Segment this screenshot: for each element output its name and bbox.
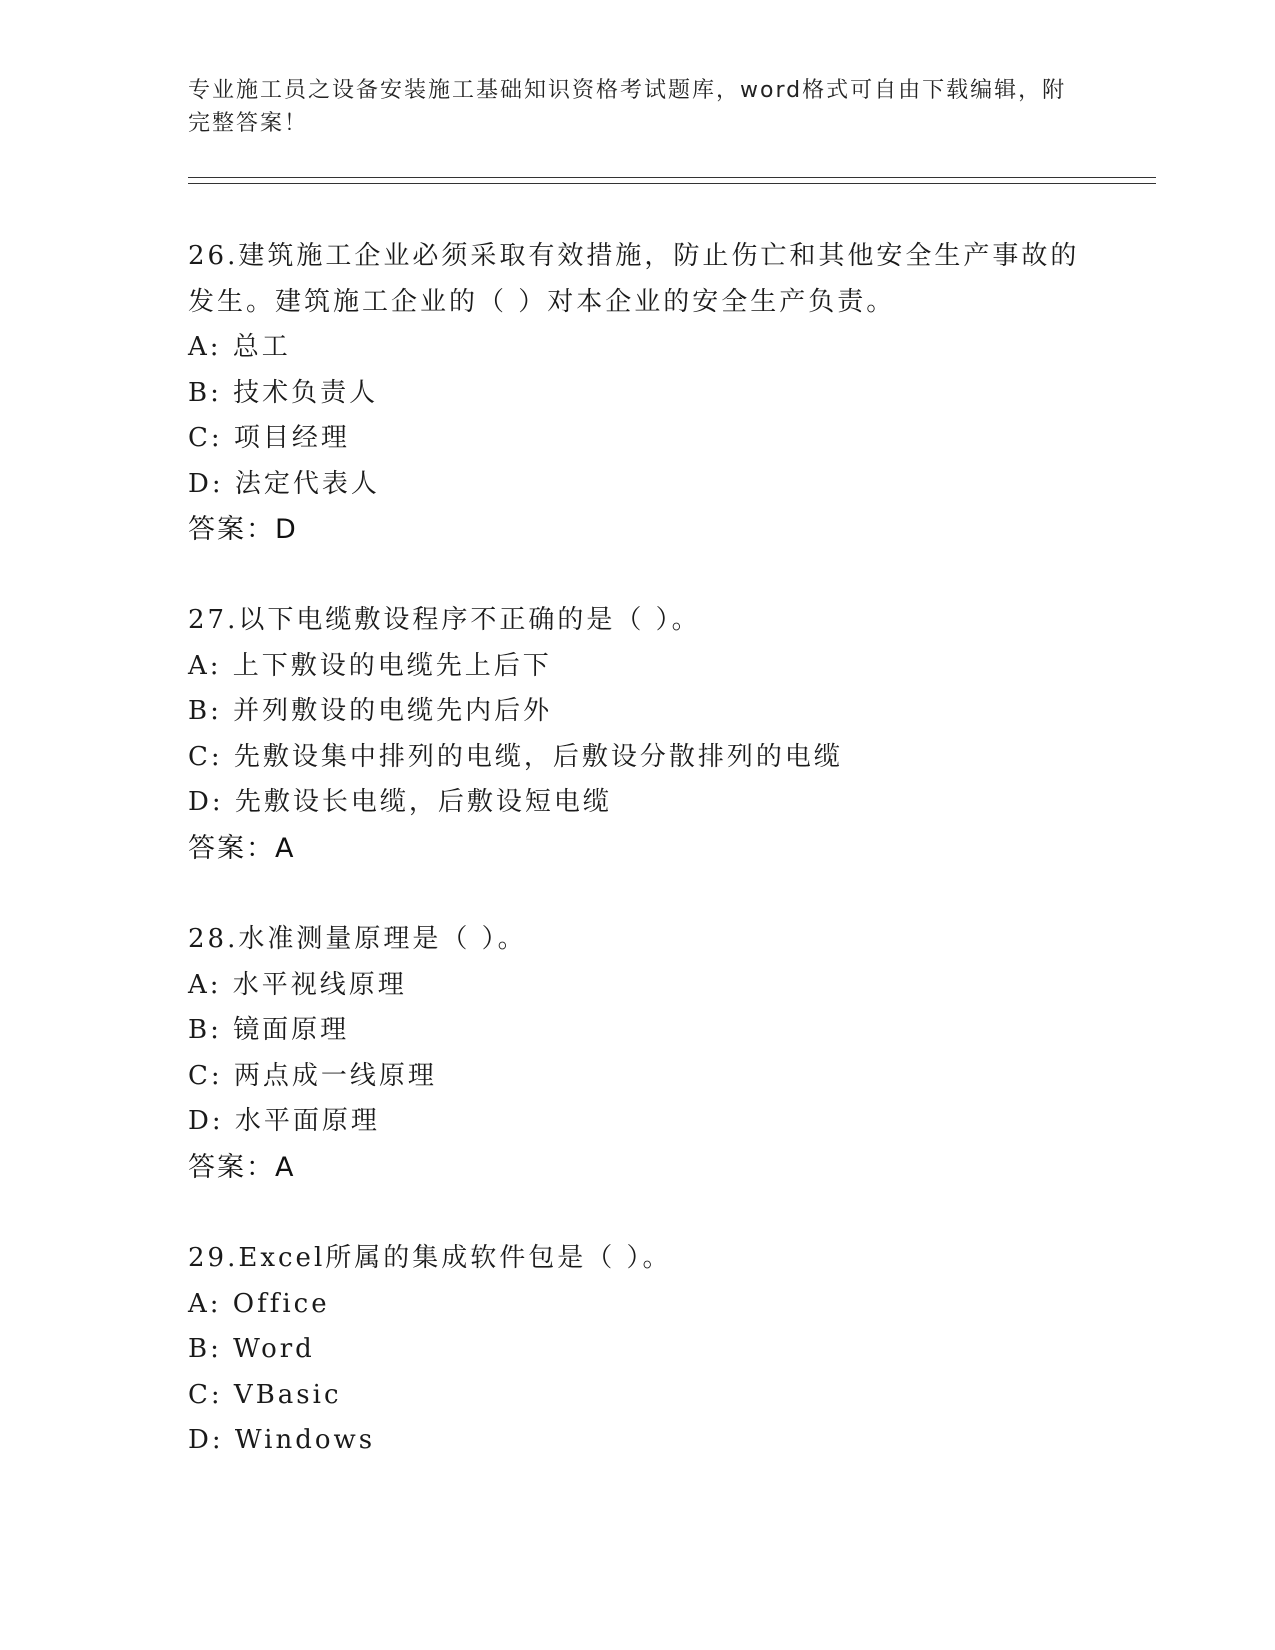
question-26 (188, 234, 1088, 553)
option-b: B: 镜面原理 (188, 1015, 350, 1045)
question-stem: 29.Excel所属的集成软件包是（ ）。 (188, 1243, 672, 1273)
option-d: D: 水平面原理 (188, 1106, 380, 1136)
option-d: D: Windows (188, 1425, 376, 1455)
header-rule-top (188, 177, 1156, 178)
question-stem: 28.水准测量原理是（ ）。 (188, 924, 527, 954)
option-a: A: 水平视线原理 (188, 969, 407, 1000)
option-c: C: 先敷设集中排列的电缆，后敷设分散排列的电缆 (188, 741, 843, 772)
option-a: A: Office (188, 1288, 330, 1319)
question-stem: 27.以下电缆敷设程序不正确的是（ ）。 (188, 605, 701, 635)
option-a: A: 上下敷设的电缆先上后下 (188, 650, 552, 681)
question-29 (188, 1236, 1088, 1464)
document-header: 专业施工员之设备安装施工基础知识资格考试题库，word格式可自由下载编辑，附完整答案！ (188, 78, 1067, 136)
option-b: B: 并列敷设的电缆先内后外 (188, 696, 553, 726)
option-a: A: 总工 (188, 332, 291, 362)
option-d: D: 法定代表人 (188, 468, 380, 499)
question-stem: 26.建筑施工企业必须采取有效措施，防止伤亡和其他安全生产事故的发生。建筑施工企业的（ ）对本企业的安全生产负责。 (188, 241, 1080, 317)
header-rule-bottom (188, 183, 1156, 184)
option-b: B: 技术负责人 (188, 377, 379, 408)
option-b: B: Word (188, 1334, 315, 1364)
option-c: C: 两点成一线原理 (188, 1060, 437, 1091)
option-d: D: 先敷设长电缆，后敷设短电缆 (188, 787, 612, 817)
answer: 答案：D (188, 514, 298, 545)
answer: 答案：A (188, 1151, 296, 1183)
question-28 (188, 917, 1088, 1190)
answer: 答案：A (188, 832, 296, 864)
question-27 (188, 598, 1088, 871)
option-c: C: VBasic (188, 1379, 342, 1410)
option-c: C: 项目经理 (188, 423, 350, 453)
